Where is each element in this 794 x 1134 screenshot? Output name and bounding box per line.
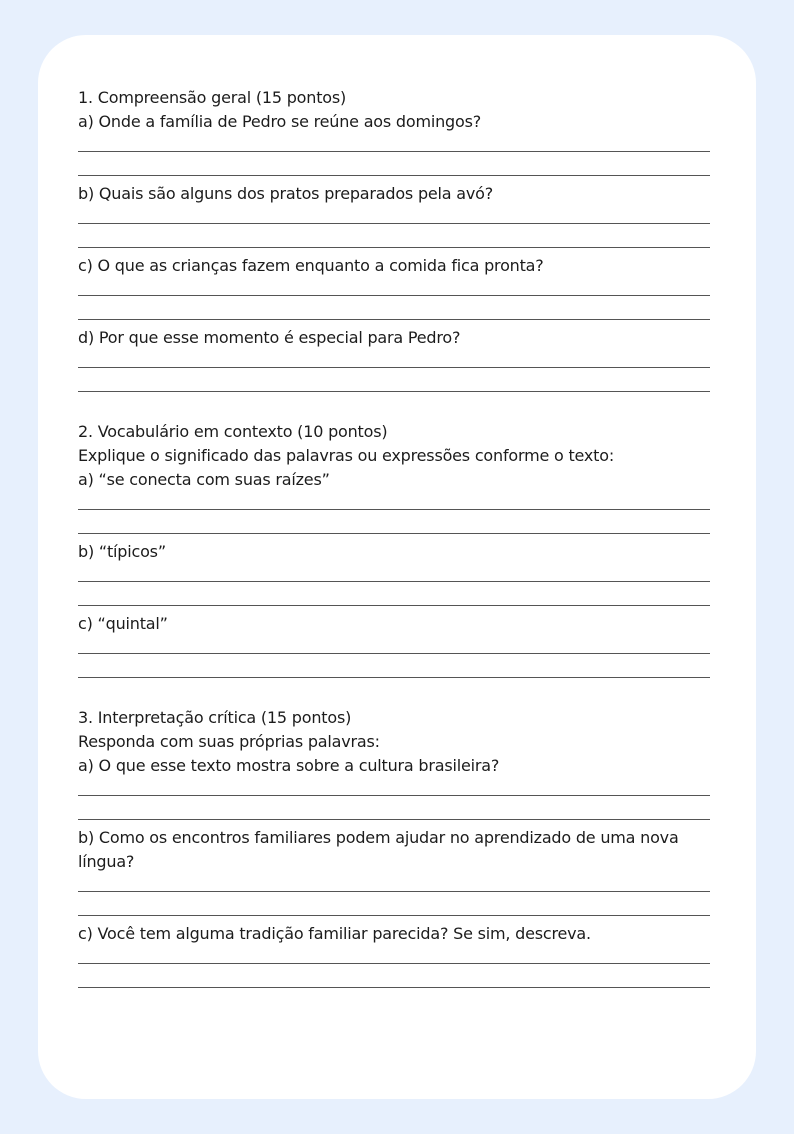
answer-line[interactable] [78, 898, 710, 922]
question-2a [78, 468, 710, 540]
question-1c [78, 254, 710, 326]
section-1 [78, 86, 710, 398]
answer-line[interactable] [78, 492, 710, 516]
answer-line[interactable] [78, 134, 710, 158]
question-text: c) O que as crianças fazem enquanto a comida fica pronta? [78, 256, 544, 275]
section-2-header: 2. Vocabulário em contexto (10 pontos) [78, 422, 388, 441]
section-3-intro: Responda com suas próprias palavras: [78, 732, 380, 751]
section-3-header: 3. Interpretação crítica (15 pontos) [78, 708, 352, 727]
question-text: b) Quais são alguns dos pratos preparados pela avó? [78, 184, 494, 203]
question-2b [78, 540, 710, 612]
worksheet-content [78, 86, 710, 994]
answer-line[interactable] [78, 278, 710, 302]
answer-line[interactable] [78, 516, 710, 540]
answer-line[interactable] [78, 874, 710, 898]
question-text: b) Como os encontros familiares podem ajudar no aprendizado de uma nova língua? [78, 828, 679, 871]
answer-line[interactable] [78, 206, 710, 230]
question-3b [78, 826, 710, 922]
question-3c [78, 922, 710, 994]
answer-line[interactable] [78, 350, 710, 374]
answer-line[interactable] [78, 588, 710, 612]
answer-line[interactable] [78, 374, 710, 398]
question-2c [78, 612, 710, 684]
section-spacer [78, 398, 710, 420]
answer-line[interactable] [78, 564, 710, 588]
question-text: a) O que esse texto mostra sobre a cultura brasileira? [78, 756, 500, 775]
question-text: b) “típicos” [78, 542, 166, 561]
answer-line[interactable] [78, 660, 710, 684]
answer-line[interactable] [78, 970, 710, 994]
question-1d [78, 326, 710, 398]
question-1b [78, 182, 710, 254]
section-1-header: 1. Compreensão geral (15 pontos) [78, 88, 347, 107]
answer-line[interactable] [78, 636, 710, 660]
section-2 [78, 420, 710, 684]
section-spacer [78, 684, 710, 706]
section-3 [78, 706, 710, 994]
question-text: c) Você tem alguma tradição familiar parecida? Se sim, descreva. [78, 924, 591, 943]
section-2-intro: Explique o significado das palavras ou expressões conforme o texto: [78, 446, 615, 465]
question-text: a) Onde a família de Pedro se reúne aos domingos? [78, 112, 482, 131]
question-text: c) “quintal” [78, 614, 168, 633]
question-text: d) Por que esse momento é especial para Pedro? [78, 328, 461, 347]
question-1a [78, 110, 710, 182]
question-3a [78, 754, 710, 826]
answer-line[interactable] [78, 230, 710, 254]
answer-line[interactable] [78, 158, 710, 182]
answer-line[interactable] [78, 778, 710, 802]
answer-line[interactable] [78, 946, 710, 970]
answer-line[interactable] [78, 302, 710, 326]
question-text: a) “se conecta com suas raízes” [78, 470, 330, 489]
answer-line[interactable] [78, 802, 710, 826]
